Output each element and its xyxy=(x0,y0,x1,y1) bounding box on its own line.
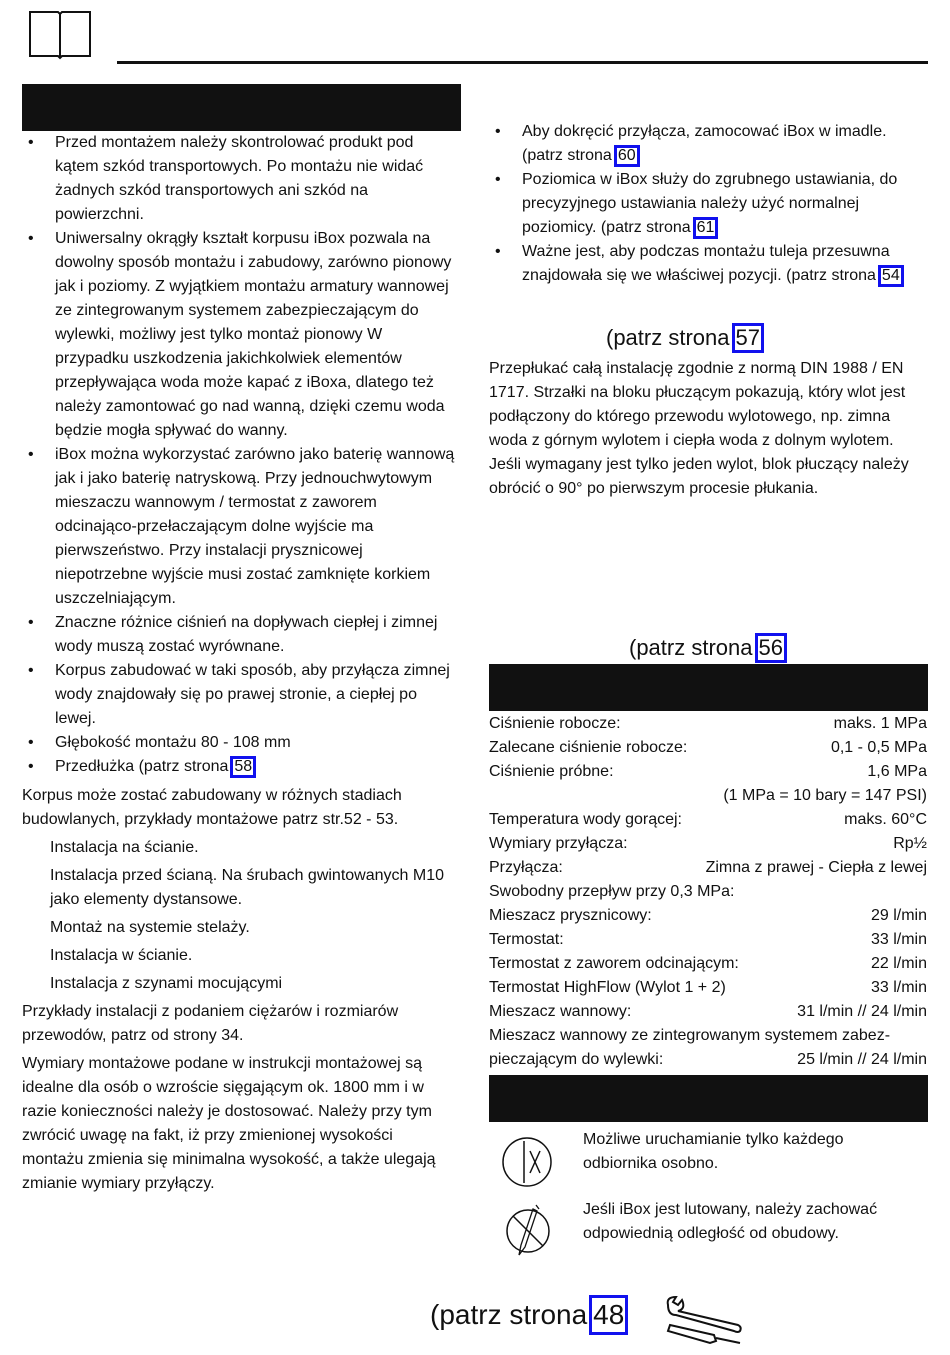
spec-value: 0,1 - 0,5 MPa xyxy=(830,739,927,756)
spec-label: Termostat: xyxy=(489,931,564,948)
spec-row xyxy=(489,712,927,736)
paragraph: Korpus może zostać zabudowany w różnych stadiach budowlanych, przykłady montażowe patrz str.52 - 53. xyxy=(22,787,402,828)
option-item: Instalacja na ścianie. xyxy=(50,839,199,856)
book-icon xyxy=(28,8,92,60)
right-column-top xyxy=(489,120,929,288)
spec-label: Mieszacz prysznicowy: xyxy=(489,907,652,924)
bottom-section-ref xyxy=(430,1295,628,1335)
spec-label: Termostat z zaworem odcinającym: xyxy=(489,955,739,972)
spec-value: 33 l/min xyxy=(870,931,927,948)
page-link-54[interactable]: 54 xyxy=(878,265,904,287)
paragraph: Przykłady instalacji z podaniem ciężarów i rozmiarów przewodów, patrz od strony 34. xyxy=(22,1003,399,1044)
ref-text: (patrz strona xyxy=(430,1299,588,1330)
spec-label: Mieszacz wannowy: xyxy=(489,1003,632,1020)
option-item: Montaż na systemie stelaży. xyxy=(50,919,250,936)
paragraph: Wymiary montażowe podane w instrukcji montażowej są idealne dla osób o wzroście sięgającym ok. 1800 mm i w razie konieczności należy je dostosować. Należy przy tym zwrócić uwagę na fakt, iż przy zmienionej wysokości montażu zmienia się minimalna wysokość, a także ulegają zmianie wymiary przyłączy. xyxy=(22,1055,436,1192)
option-item: Instalacja przed ścianą. Na śrubach gwintowanych M10 jako elementy dystansowe. xyxy=(50,867,444,908)
spec-row xyxy=(489,784,927,808)
spec-value: 22 l/min xyxy=(870,955,927,972)
notice-text: Możliwe uruchamianie tylko każdego odbiornika osobno. xyxy=(583,1131,844,1172)
ref-text: (patrz strona xyxy=(606,325,730,350)
notice-text: Jeśli iBox jest lutowany, należy zachować odpowiednią odległość od obudowy. xyxy=(583,1201,878,1242)
list-item xyxy=(22,755,458,779)
spec-row xyxy=(489,928,927,952)
spec-row xyxy=(489,808,927,832)
right-bullet-list xyxy=(489,120,929,288)
page-link-56[interactable]: 56 xyxy=(755,633,787,663)
page-link-60[interactable]: 60 xyxy=(614,145,640,167)
spec-row xyxy=(489,880,927,904)
list-item: • iBox można wykorzystać zarówno jako baterię wannową jak i jako baterię natryskową. Przy jednouchwytowym mieszaczu wannowym / termostat z zaworem odcinająco-przełaczającym dolne wyjście ma pierwszeństwo. Przy instalacji prysznicowej niepotrzebne wyjście musi zostać zamknięte korkiem uszczelniającym. xyxy=(22,443,458,611)
tech-data-bar xyxy=(489,664,928,711)
installation-options xyxy=(22,836,458,996)
list-item: • Przed montażem należy skontrolować produkt pod kątem szkód transportowych. Po montażu nie widać żadnych szkód transportowych ani szkód na powierzchni. xyxy=(22,131,458,227)
flush-section-ref xyxy=(489,323,950,353)
spec-value: maks. 1 MPa xyxy=(833,715,927,732)
spec-row xyxy=(489,904,927,928)
valve-crossed-icon xyxy=(500,1135,554,1189)
spec-row xyxy=(489,760,927,784)
page-link-61[interactable]: 61 xyxy=(693,217,719,239)
spec-row xyxy=(489,736,927,760)
spec-value: 25 l/min // 24 l/min xyxy=(797,1051,927,1068)
spec-label: Ciśnienie próbne: xyxy=(489,763,614,780)
spec-label: Temperatura wody gorącej: xyxy=(489,811,682,828)
list-item-text: Poziomica w iBox służy do zgrubnego ustawiania, do precyzyjnego ustawiania należy użyć normalnej poziomicy. (patrz strona xyxy=(522,171,898,236)
spec-label: pieczającym do wylewki: xyxy=(489,1051,664,1068)
list-item xyxy=(489,168,929,240)
list-item: • Głębokość montażu 80 - 108 mm xyxy=(22,731,458,755)
spec-row xyxy=(489,1024,927,1048)
list-item: • Znaczne różnice ciśnień na dopływach ciepłej i zimnej wody muszą zostać wyrównane. xyxy=(22,611,458,659)
spec-value: 31 l/min // 24 l/min xyxy=(797,1003,927,1020)
wrench-screwdriver-icon xyxy=(664,1295,744,1347)
spec-label: Swobodny przepływ przy 0,3 MPa: xyxy=(489,883,735,900)
left-column xyxy=(22,131,458,1200)
spec-label: Termostat HighFlow (Wylot 1 + 2) xyxy=(489,979,726,996)
list-item: • Korpus zabudować w taki sposób, aby przyłącza zimnej wody znajdowały się po prawej stronie, a ciepłej po lewej. xyxy=(22,659,458,731)
page-link-48[interactable]: 48 xyxy=(589,1295,628,1335)
dimensions-section-ref xyxy=(629,633,929,663)
spec-value: 33 l/min xyxy=(870,979,927,996)
spec-label: Zalecane ciśnienie robocze: xyxy=(489,739,688,756)
spec-value: 29 l/min xyxy=(870,907,927,924)
list-item xyxy=(489,120,929,168)
spec-label: Wymiary przyłącza: xyxy=(489,835,628,852)
spec-row xyxy=(489,952,927,976)
spec-label: Przyłącza: xyxy=(489,859,563,876)
page-link-58[interactable]: 58 xyxy=(230,756,256,778)
no-soldering-icon xyxy=(503,1203,553,1259)
spec-value: 1,6 MPa xyxy=(867,763,927,780)
spec-row xyxy=(489,856,927,880)
option-item: Instalacja w ścianie. xyxy=(50,947,193,964)
spec-label: Mieszacz wannowy ze zintegrowanym systemem zabez- xyxy=(489,1027,891,1044)
option-item: Instalacja z szynami mocującymi xyxy=(50,975,283,992)
left-bullet-list xyxy=(22,131,458,779)
spec-value: Zimna z prawej - Ciepła z lewej xyxy=(705,859,927,876)
spec-value: Rp½ xyxy=(893,835,927,852)
left-section-bar xyxy=(22,84,461,131)
page-link-57[interactable]: 57 xyxy=(732,323,764,353)
spec-row xyxy=(489,1000,927,1024)
list-item xyxy=(489,240,929,288)
ref-text: (patrz strona xyxy=(629,635,753,660)
list-item: • Uniwersalny okrągły kształt korpusu iBox pozwala na dowolny sposób montażu i zabudowy, zarówno pionowy jak i poziomy. Z wyjątkiem montażu armatury wannowej ze zintegrowanym systemem zabezpieczającym do wylewki, możliwy jest tylko montaż pionowy W przypadku uszkodzenia jakichkolwiek elementów przepływająca woda może kapać z iBoxa, dlatego też należy zamontować go nad wanną, dzięki czemu woda będzie mogła spływać do wanny. xyxy=(22,227,458,443)
header-rule xyxy=(117,61,928,64)
notes-bar xyxy=(489,1075,928,1122)
tech-data-table xyxy=(489,712,927,1072)
spec-row xyxy=(489,976,927,1000)
list-item-text: Przedłużka (patrz strona xyxy=(55,758,229,775)
flush-paragraph: Przepłukać całą instalację zgodnie z normą DIN 1988 / EN 1717. Strzałki na bloku płuczącym pokazują, który wlot jest podłączony do którego przewodu wylotowego, np. zimna woda z górnym wylotem i ciepła woda z dolnym wylotem. Jeśli wymagany jest tylko jeden wylot, blok płuczący należy obrócić o 90° po pierwszym procesie płukania. xyxy=(489,360,909,497)
spec-row xyxy=(489,1048,927,1072)
list-item-text: Ważne jest, aby podczas montażu tuleja przesuwna znajdowała się we właściwej pozycji. (patrz strona xyxy=(522,243,890,284)
spec-value: maks. 60°C xyxy=(844,811,927,828)
spec-value: (1 MPa = 10 bary = 147 PSI) xyxy=(723,787,927,804)
spec-label: Ciśnienie robocze: xyxy=(489,715,621,732)
list-item-text: Aby dokręcić przyłącza, zamocować iBox w imadle. (patrz strona xyxy=(522,123,887,164)
spec-row xyxy=(489,832,927,856)
